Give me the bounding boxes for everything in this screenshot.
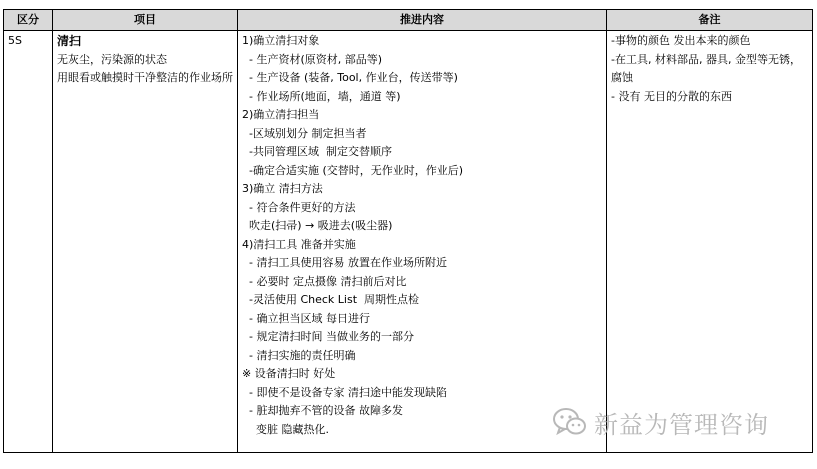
content-line: - 生产设备 (装备, Tool, 作业台，传送带等) xyxy=(242,71,458,84)
item-desc-2: 用眼看或触摸时干净整洁的作业场所 xyxy=(57,71,233,84)
watermark xyxy=(552,402,769,442)
content-line: - 作业场所(地面，墙，通道 等) xyxy=(242,89,401,103)
content-list xyxy=(242,32,602,439)
remark-line: -事物的颜色 发出本来的颜色 xyxy=(611,34,751,47)
header-item: 项目 xyxy=(53,10,238,31)
content-line: - 符合条件更好的方法 xyxy=(242,200,356,214)
content-line: 1)确立清扫对象 xyxy=(242,34,320,47)
header-category: 区分 xyxy=(4,10,53,31)
content-line: 吹走(扫帚) → 吸进去(吸尘器) xyxy=(242,219,393,232)
header-content: 推进内容 xyxy=(238,10,607,31)
content-line: - 即使不是设备专家 清扫途中能发现缺陷 xyxy=(242,385,447,399)
header-row xyxy=(4,10,813,31)
cell-remark xyxy=(607,31,813,453)
cell-item xyxy=(53,31,238,453)
content-line: -共同管理区域 制定交替顺序 xyxy=(242,145,392,158)
header-remark: 备注 xyxy=(607,10,813,31)
remark-list xyxy=(611,32,808,106)
cell-content xyxy=(238,31,607,453)
item-desc-1: 无灰尘，污染源的状态 xyxy=(57,52,167,66)
content-line: -确定合适实施 (交替时，无作业时，作业后) xyxy=(242,163,464,177)
content-line: 4)清扫工具 准备并实施 xyxy=(242,237,356,251)
wechat-icon xyxy=(552,406,588,438)
item-title: 清扫 xyxy=(57,34,82,48)
remark-line: -在工具, 材料部品, 器具, 金型等无锈，腐蚀 xyxy=(611,52,801,84)
content-line: -灵活使用 Check List 周期性点检 xyxy=(242,293,420,306)
content-line: ※ 设备清扫时 好处 xyxy=(242,367,336,380)
content-line: 变脏 隐藏热化. xyxy=(242,422,329,436)
content-table xyxy=(3,9,813,453)
content-line: - 清扫工具使用容易 放置在作业场所附近 xyxy=(242,256,447,269)
watermark-text: 新益为管理咨询 xyxy=(594,410,769,439)
remark-line: - 没有 无目的分散的东西 xyxy=(611,89,732,103)
content-line: - 生产资材(原资材, 部品等) xyxy=(242,52,383,66)
content-line: - 清扫实施的责任明确 xyxy=(242,348,356,362)
content-line: 2)确立清扫担当 xyxy=(242,108,320,121)
content-line: - 确立担当区域 每日进行 xyxy=(242,311,370,325)
content-line: - 脏却抛弃不管的设备 故障多发 xyxy=(242,404,403,417)
content-line: 3)确立 清扫方法 xyxy=(242,182,323,195)
content-line: - 规定清扫时间 当做业务的一部分 xyxy=(242,330,414,343)
content-line: -区域别划分 制定担当者 xyxy=(242,126,367,140)
content-line: - 必要时 定点摄像 清扫前后对比 xyxy=(242,274,407,288)
cell-category xyxy=(4,31,53,453)
table-row xyxy=(4,31,813,453)
category-value: 5S xyxy=(8,34,22,47)
